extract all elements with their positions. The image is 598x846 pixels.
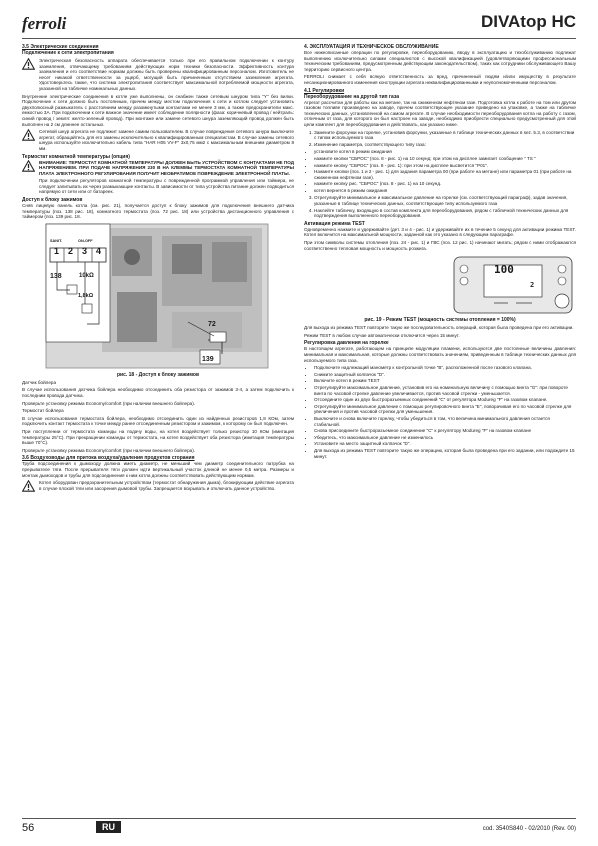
display-reading-power: 100 xyxy=(494,263,514,277)
conversion-step: 2. Изменение параметра, соответствующего типу газа: xyxy=(314,142,576,148)
boiler-thermostat-check: Проверьте установку режима Economy/comfort (при наличии внешнего бойлера). xyxy=(22,447,196,453)
label-10kohm: 10kΩ xyxy=(79,272,94,279)
figure-18 xyxy=(22,222,294,370)
parameter-substeps xyxy=(304,149,576,193)
figure-18-caption: рис. 18 - Доступ к блоку зажимов xyxy=(116,371,200,378)
pressure-step: • Снимите защитный колпачок "D". xyxy=(314,372,576,378)
section-3-5-title: 3.5 Электрические соединения xyxy=(22,44,99,50)
pressure-step: • Выключите и снова включите горелку, чтобы убедиться в том, что величина минимального давления остается стабильной. xyxy=(314,416,576,427)
warning-block-3 xyxy=(22,160,294,179)
subheading-test-mode: Активация режима TEST xyxy=(304,220,365,227)
parameter-substep: • установите котел в режим ожидания xyxy=(314,149,576,155)
boiler-sensor-text: В случае использования датчика бойлера необходимо отсоединить оба резистора от зажимов 3-4, а затем подключить к последним провода датчика. xyxy=(22,387,294,399)
parameter-substep: • нажмите кнопку рис. "СБРОС" (поз. 8 - рис. 1) на 10 секунд. xyxy=(314,181,576,187)
paragraph-power: Внутренние электрические соединения в котле уже выполнены, он снабжен также сетевым шнуром типа "Y" без вилки. Подключение к сети должно быть постоянным, причем между местом подключения к сети и котлом следует установить двухполюсный размыкатель с расстоянием между разомкнутыми контактами не менее 3 мм, а также предохранители макс. емкостью 3А. При подключении к сети важное значение имеет соблюдение полярности (фаза: коричневый провод / нейтраль: синий провод / земля: желто-зеленый провод). При монтаже или замене сетевого шнура заземляющий провод должен быть выполнен на 2 см длиннее остальных. xyxy=(22,93,294,127)
warning-triangle-icon xyxy=(22,160,35,172)
conversion-steps-2 xyxy=(304,195,576,218)
right-column xyxy=(304,44,576,461)
pressure-step: • Отсоедините один из двух быстроразъемных соединений "C" от регулятора Modureg "F" на газовом клапане. xyxy=(314,397,576,403)
pressure-step: • Включите котел в режим TEST xyxy=(314,378,576,384)
pressure-step: • Подключите надлежащий манометр к контрольной точке "B", расположенной после газового клапана. xyxy=(314,365,576,371)
conversion-step: 3. Отрегулируйте минимальное и максимальное давление на горелке (см. соответствующий параграф), задав значения, указанные в таблице технических данных, соответствующие типу используемого газа xyxy=(314,195,576,206)
pressure-step: • Снова присоедините быстроразъемное соединение "C" к регулятору Modureg "F" на газовом клапане xyxy=(314,428,576,434)
warning-text-2: Сетевой шнур агрегата не подлежит замене самим пользователем. В случае повреждения сетевого шнура выключите агрегат, обращайтесь для его замены исключительно к квалифицированным специалистам. В случае замены сетевого шнура используйте исключительно кабель типа "HAR H05 VV-F" 3x0,75 мм2 с максимальным внешним диаметром 8 мм. xyxy=(39,129,294,151)
boiler-sensor-heading: Датчик бойлера xyxy=(22,379,57,385)
brand-logo-text: ferroli xyxy=(22,14,67,33)
warning-block-2 xyxy=(22,129,294,153)
label-1-8kohm: 1,8kΩ xyxy=(78,292,94,299)
boiler-sensor-check: Проверьте установку режима Economy/comfort (при наличии внешнего бойлера). xyxy=(22,400,196,406)
paragraph-test-exit: Для выхода из режима TEST повторите такую же последовательность операций, которая была проведена при его активации. xyxy=(304,325,574,331)
pressure-steps xyxy=(304,365,576,459)
terminal-number-4: 4 xyxy=(96,245,102,256)
footer-rule xyxy=(22,818,576,819)
pressure-step: • Для выхода из режима TEST повторите такую же операцию, которая была проведена при его задании, или подождите 15 минут. xyxy=(314,448,576,459)
left-column xyxy=(22,44,294,493)
paragraph-flue: Труба подсоединения к дымоходу должна иметь диаметр, не меньший чем диаметр соединительного патрубка на прерывателе тяги. После прерывателя тяги должен идти вертикальный участок длиной не менее 0,5 метра. Размеры и монтаж дымоходов и трубы для подсоединения к ним котла должны соответствовать действующим нормам. xyxy=(22,461,294,478)
conversion-step: 4. Наклейте табличку, входящую в состав комплекта для переоборудования, рядом с табличкой технических данных для подтверждения выполненного переоборудования. xyxy=(314,208,576,219)
language-badge: RU xyxy=(96,821,121,833)
warning-text-1: Электрическая безопасность аппарата обеспечивается только при его правильном подключении к контуру заземления, отвечающему требованиям действующих норм техники безопасности. Эффективность контура заземления и его соответствие нормам должны быть проверены квалифицированным персоналом. Изготовитель не несет никакой ответственности за ущерб, могущий быть причиненным отсутствием заземления агрегата. Удостоверьтесь также, что система электропитания соответствует максимальной потребляемой мощности агрегата, указанной на табличке номинальных данных. xyxy=(39,58,294,91)
test-mode-row xyxy=(304,240,576,253)
paragraph-service-intro: Все нижеописанные операции по регулировке, переоборудованию, вводу в эксплуатацию и техобслуживанию подлежат выполнению исключительно силами специалистов с высокой квалификацией (удовлетворяющими профессиональным техническим требованиям, предусмотренным действующим законодательством), таких как сотрудники обслуживающего Вашу территорию сервисного центра. xyxy=(304,50,576,72)
header-rule xyxy=(22,38,576,39)
parameter-substep: • Нажмите кнопки (поз. 1 и 2 - рис. 1) для задания параметра 00 (при работе на метане) или параметра 01 (при работе на сжиженном нефтяном газе). xyxy=(314,169,576,180)
pressure-step: • Установите на место защитный колпачок "D". xyxy=(314,441,576,447)
section-4-1-title: 4.1 Регулировки xyxy=(304,87,345,94)
pressure-step: • Отрегулируйте минимальное давление с помощью регулировочного винта "E", поворачивая его по часовой стрелке для увеличения и против часовой стрелки для уменьшения. xyxy=(314,404,576,415)
subheading-thermostat: Термостат комнатной температуры (опция) xyxy=(22,153,130,160)
section-3-6-title: 3.6 Воздуховоды для притока воздуха/удаления продуктов сгорания xyxy=(22,455,195,462)
subheading-terminal-access: Доступ к блоку зажимов xyxy=(22,197,83,204)
warning-triangle-icon xyxy=(22,58,35,70)
terminal-label-onoff: ON-OFF xyxy=(78,238,93,243)
paragraph-terminal-access: Сняв лицевую панель котла (см. рис. 21), получается доступ к блоку зажимов для подключения внешнего датчика температуры (поз. 138 рис. 18), комнатного термостата (поз. 72 рис. 18) или устройства дистанционного управления с таймером (поз. 139 рис. 18. xyxy=(22,203,294,220)
paragraph-burner-pressure: В настоящем агрегате, работающем на принципе модуляции пламени, используются две постоянные величины давления: минимальная и максимальная, которые должны соответствовать значениям, приведенным в таблице технических данных для используемого типа газа. xyxy=(304,346,576,363)
parameter-substep: • котел вернется в режим ожидания xyxy=(314,188,576,194)
warning-triangle-icon xyxy=(22,129,35,141)
warning-block-1 xyxy=(22,58,294,94)
terminal-number-3: 3 xyxy=(82,245,88,256)
pressure-step: • Отрегулируйте максимальное давление, установив его на номинальную величину с помощью винта "G": при повороте винта по часовой стрелке давление увеличивается, против часовой стрелки - уменьшается. xyxy=(314,385,576,396)
subheading-gas-conversion: Переоборудование на другой тип газа xyxy=(304,93,400,100)
parameter-substep: • нажмите кнопку "СБРОС" (поз. 8 - рис. 1): при этом на дисплее высветится "P01". xyxy=(314,163,576,169)
warning-block-4 xyxy=(22,480,294,493)
conversion-steps-1 xyxy=(304,130,576,148)
control-panel-display xyxy=(304,255,576,315)
paragraph-gas-conversion: Агрегат рассчитан для работы как на метане, так на сжиженном нефтяном газе. Подготовка котла к работе на том или другом газовом топливе произведено на заводе, причем соответствующее указание приведено на упаковке, а также на табличке технических данных, установленной на самом агрегате. В случае необходимости переоборудования котла на работу с газом, отличным от газа, для которого он был настроен на заводе, необходимо приобрести специально предусмотренный для этой цели комплект для переоборудования и действовать, как указано ниже. xyxy=(304,99,576,127)
figure-19 xyxy=(304,255,576,315)
pressure-step: • Убедитесь, что максимальное давление не изменилось xyxy=(314,435,576,441)
subheading-power: Подключение к сети электропитания xyxy=(22,50,114,56)
label-139: 139 xyxy=(202,355,214,363)
warning-triangle-icon xyxy=(22,480,35,492)
document-code: cod. 3540S840 - 02/2010 (Rev. 00) xyxy=(482,826,576,832)
boiler-thermostat-heading: Термостат бойлера xyxy=(22,408,64,414)
terminal-block-diagram xyxy=(22,222,294,370)
warning-text-4: Котел оборудован предохранительным устройством (термостат обнаружения дыма), блокирующим действие агрегата в случае плохой тяги или засорения дымовой трубы. Запрещается вскрывать и отключать данное устройство. xyxy=(39,480,294,491)
terminal-number-1: 1 xyxy=(54,245,60,256)
paragraph-test-activate: Одновременно нажмите и удерживайте (дет. 3 и 4 - рис. 1) и удерживайте их в течение 5 секунд для активации режима TEST. Котел включится на максимальной мощности, заданной как это указано в следующем параграфе. xyxy=(304,226,576,238)
product-title: DIVAtop HC xyxy=(480,12,576,31)
section-4-title: 4. ЭКСПЛУАТАЦИЯ И ТЕХНИЧЕСКОЕ ОБСЛУЖИВАНИЕ xyxy=(304,44,439,50)
boiler-thermostat-text: В случае использования термостата бойлера, необходимо отсоединить один из найденных резисторов 1,8 КОм, затем подключить контакт термостата к точке между ранее отсоединенным резистором и зажимом, к которому он был подключен. xyxy=(22,415,294,427)
conversion-step: 1. Замените форсунки на горелке, установив форсунки, указанные в таблице технических данных в sez. 5.3, в соответствии с типом используемого газа xyxy=(314,130,576,141)
paragraph-test-symbols: При этом символы системы отопления (поз. 24 - рис. 1) и ГВС (поз. 12 рис. 1) начинают мигать; рядом с ними отображаются соответственно тепловая мощность и мощность розжига. xyxy=(304,240,576,251)
page-number: 56 xyxy=(22,822,35,834)
terminal-label-sanit: SANIT. xyxy=(50,238,63,243)
figure-19-caption: рис. 19 - Режим TEST (мощность системы отопления = 100%) xyxy=(364,317,516,324)
label-138: 138 xyxy=(50,272,62,280)
warning-text-3: ВНИМАНИЕ: ТЕРМОСТАТ КОМНАТНОЙ ТЕМПЕРАТУРЫ ДОЛЖЕН БЫТЬ УСТРОЙСТВОМ С КОНТАКТАМИ НЕ ПОД НАПРЯЖЕНИЕМ. ПРИ ПОДАЧЕ НАПРЯЖЕНИЯ 230 В НА КЛЕММЫ ТЕРМОСТАТА КОМНАТНОЙ ТЕМПЕРАТУРЫ ПЛАТА ЭЛЕКТРОННОГО РЕГУЛИРОВАНИЯ ПОЛУЧИТ НЕОБРАТИМОЕ ПОВРЕЖДЕНИЕ ЭЛЕКТРОННОЙ ПЛАТЫ. xyxy=(39,159,294,176)
paragraph-ferroli-liability: FERROLI снимает с себя всякую ответственность за вред, причиненный людям и/или имуществу в результате несанкционированного изменения конструкции агрегата неквалифицированными и неуполномоченными персоналом. xyxy=(304,74,576,85)
brand-logo xyxy=(22,14,66,34)
paragraph-test-timeout: Режим TEST в любом случае автоматически отключится через 15 минут. xyxy=(304,332,460,338)
parameter-substep: • нажмите кнопки "СБРОС" (поз. 8 - рис. 1) на 10 секунд: при этом на дисплее замигает сообщение " TS " xyxy=(314,156,576,162)
paragraph-thermostat: При подключении регуляторов комнатной температуры с поврежденной программой управления или таймера, не следует запитывать их через размыкающие контакты. В зависимости от типа устройства питание должен подводиться напрямую от сети или от батареек. xyxy=(39,178,294,195)
terminal-number-2: 2 xyxy=(68,245,74,256)
subheading-burner-pressure: Регулировка давления на горелке xyxy=(304,340,389,347)
boiler-thermostat-command: При поступлении от термостата команды на подачу воды, на котел воздействует только резистор 10 КОм (имитация температуры 25°C). При прекращении команды от термостата, на котел воздействует оба резистора (имитация температуры выше 70°C). xyxy=(22,429,294,446)
display-reading-small: 2 xyxy=(530,281,535,290)
label-72: 72 xyxy=(208,320,216,328)
